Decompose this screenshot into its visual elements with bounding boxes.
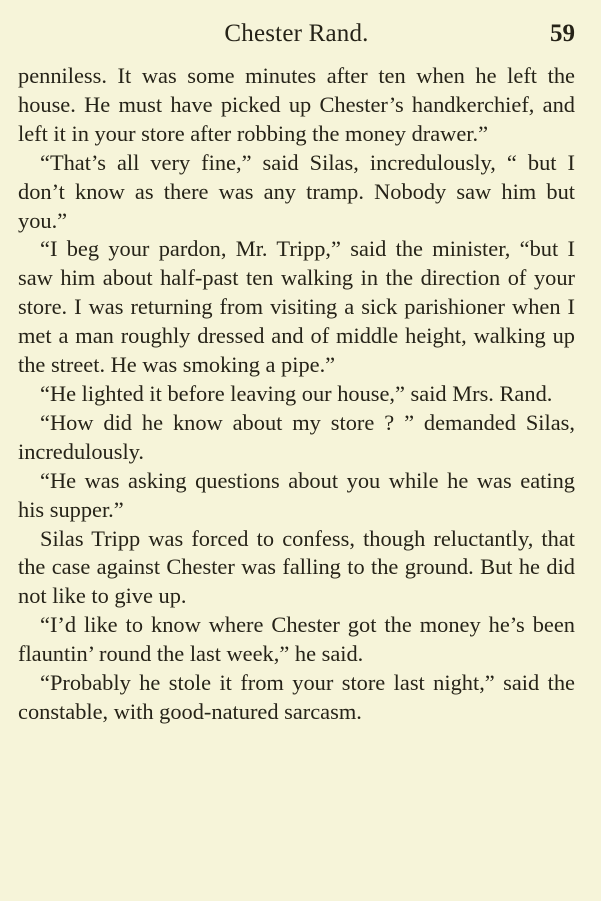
paragraph: “How did he know about my store ? ” demanded Silas, incredulously.: [18, 409, 575, 464]
page-number: 59: [550, 20, 575, 47]
page-header: [18, 14, 575, 54]
paragraph: “He was asking questions about you while he was eating his supper.”: [18, 467, 575, 522]
paragraph: “That’s all very fine,” said Silas, incredulously, “ but I don’t know as there was any tramp. Nobody saw him but you.”: [18, 149, 575, 233]
body-text: [18, 62, 575, 727]
paragraph: “I’d like to know where Chester got the money he’s been flauntin’ round the last week,” he said.: [18, 612, 575, 667]
paragraph: “He lighted it before leaving our house,” said Mrs. Rand.: [40, 380, 553, 406]
running-title: Chester Rand.: [224, 20, 369, 47]
paragraph: Silas Tripp was forced to confess, though reluctantly, that the case against Chester was falling to the ground. But he did not like to give up.: [18, 525, 575, 609]
paragraph: “Probably he stole it from your store last night,” said the constable, with good-natured sarcasm.: [18, 670, 575, 724]
paragraph: penniless. It was some minutes after ten when he left the house. He must have picked up Chester’s handkerchief, and left it in your store after robbing the money drawer.”: [18, 63, 575, 146]
paragraph: “I beg your pardon, Mr. Tripp,” said the minister, “but I saw him about half-past ten walking in the direction of your store. I was returning from visiting a sick parishioner when I met a man roughly dressed and of middle height, walking up the street. He was smoking a pipe.”: [18, 236, 575, 378]
